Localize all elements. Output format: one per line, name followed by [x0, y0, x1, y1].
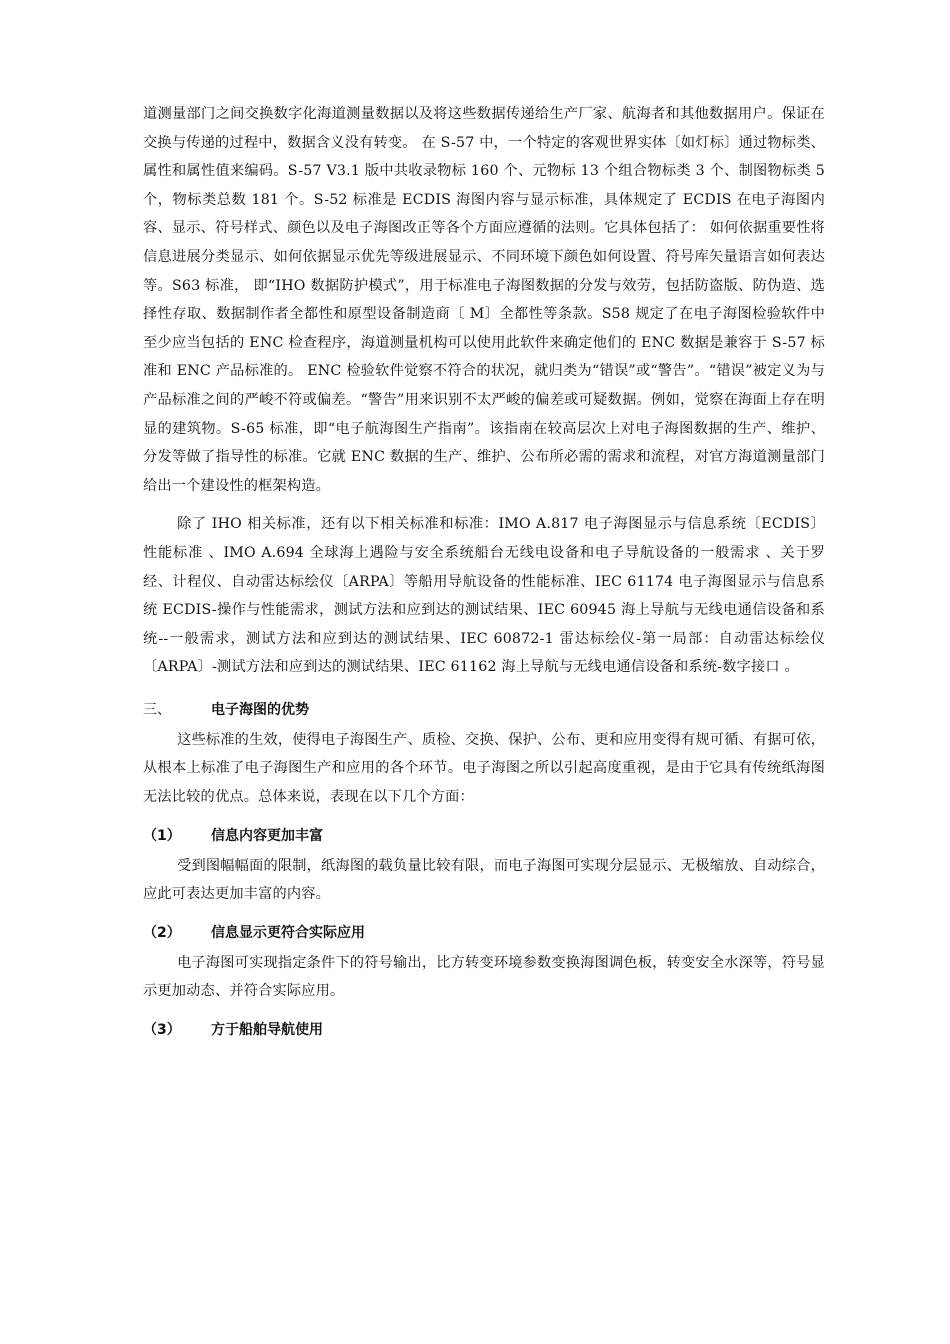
document-page: [143, 100, 825, 1046]
paragraph-advantages-intro: 这些标准的生效，使得电子海图生产、质检、交换、保护、公布、更和应用变得有规可循、有据可依，从根本上标准了电子海图生产和应用的各个环节。电子海图之所以引起高度重视，是由于它具有传统纸海图无法比较的优点。总体来说，表现在以下几个方面：: [143, 731, 825, 806]
subsection-heading-1: [143, 822, 825, 850]
subsection-heading-2: [143, 919, 825, 947]
section-title: 电子海图的优势: [211, 701, 309, 718]
paragraph-related-standards: 除了 IHO 相关标准，还有以下相关标准和标准：IMO A.817 电子海图显示与信息系统〔ECDIS〕性能标准 、IMO A.694 全球海上遇险与安全系统船台无线电设备和电子导航设备的一般需求 、关于罗经、计程仪、自动雷达标绘仪〔ARPA〕等船用导航设备的性能标准、IEC 61174 电子海图显示与信息系统 ECDIS-操作与性能需求，测试方法和应到达的测试结果、IEC 60945 海上导航与无线电通信设备和系统--一般需求，测试方法和应到达的测试结果、IEC 60872-1 雷达标绘仪-第一局部：自动雷达标绘仪〔ARPA〕-测试方法和应到达的测试结果、IEC 61162 海上导航与无线电通信设备和系统-数字接口 。: [143, 516, 825, 676]
section-heading-advantages: [143, 696, 825, 724]
subsection-number: （2）: [143, 924, 181, 941]
subsection-number: （1）: [143, 827, 181, 844]
subsection-number: （3）: [143, 1022, 181, 1039]
paragraph-standards-iho: 道测量部门之间交换数字化海道测量数据以及将这些数据传递给生产厂家、航海者和其他数据用户。保证在交换与传递的过程中，数据含义没有转变。 在 S-57 中，一个特定的客观世界实体〔如灯标〕通过物标类、属性和属性值来编码。S-57 V3.1 版中共收录物标 160 个、元物标 13 个组合物标类 3 个、制图物标类 5 个，物标类总数 181 个。S-52 标准是 ECDIS 海图内容与显示标准，具体规定了 ECDIS 在电子海图内容、显示、符号样式、颜色以及电子海图改正等各个方面应遵循的法则。它具体包括了： 如何依据重要性将信息进展分类显示、如何依据显示优先等级进展显示、不同环境下颜色如何设置、符号库矢量语言如何表达等。S63 标准， 即“IHO 数据防护模式”，用于标准电子海图数据的分发与效劳，包括防盗版、防伪造、选择性存取、数据制作者全都性和原型设备制造商〔 M〕全都性等条款。S58 规定了在电子海图检验软件中至少应当包括的 ENC 检查程序，海道测量机构可以使用此软件来确定他们的 ENC 数据是兼容于 S-57 标准和 ENC 产品标准的。 ENC 检验软件觉察不符合的状况，就归类为“错误”或“警告”。“错误”被定义为与产品标准之间的严峻不符或偏差。“警告”用来识别不太严峻的偏差或可疑数据。例如，觉察在海面上存在明显的建筑物。S-65 标准，即“电子航海图生产指南”。该指南在较高层次上对电子海图数据的生产、维护、分发等做了指导性的标准。它就 ENC 数据的生产、维护、公布所必需的需求和流程，对官方海道测量部门给出一个建设性的框架构造。: [143, 106, 825, 494]
paragraph-richer-content: 受到图幅幅面的限制，纸海图的载负量比较有限，而电子海图可实现分层显示、无极缩放、自动综合，应此可表达更加丰富的内容。: [143, 857, 825, 903]
paragraph-display-application: 电子海图可实现指定条件下的符号输出，比方转变环境参数变换海图调色板，转变安全水深等，符号显示更加动态、并符合实际应用。: [143, 954, 825, 1000]
subsection-title: 方于船舶导航使用: [211, 1022, 323, 1039]
subsection-title: 信息内容更加丰富: [211, 827, 323, 844]
section-number: 三、: [143, 701, 171, 718]
subsection-title: 信息显示更符合实际应用: [211, 924, 365, 941]
subsection-heading-3: [143, 1016, 825, 1044]
